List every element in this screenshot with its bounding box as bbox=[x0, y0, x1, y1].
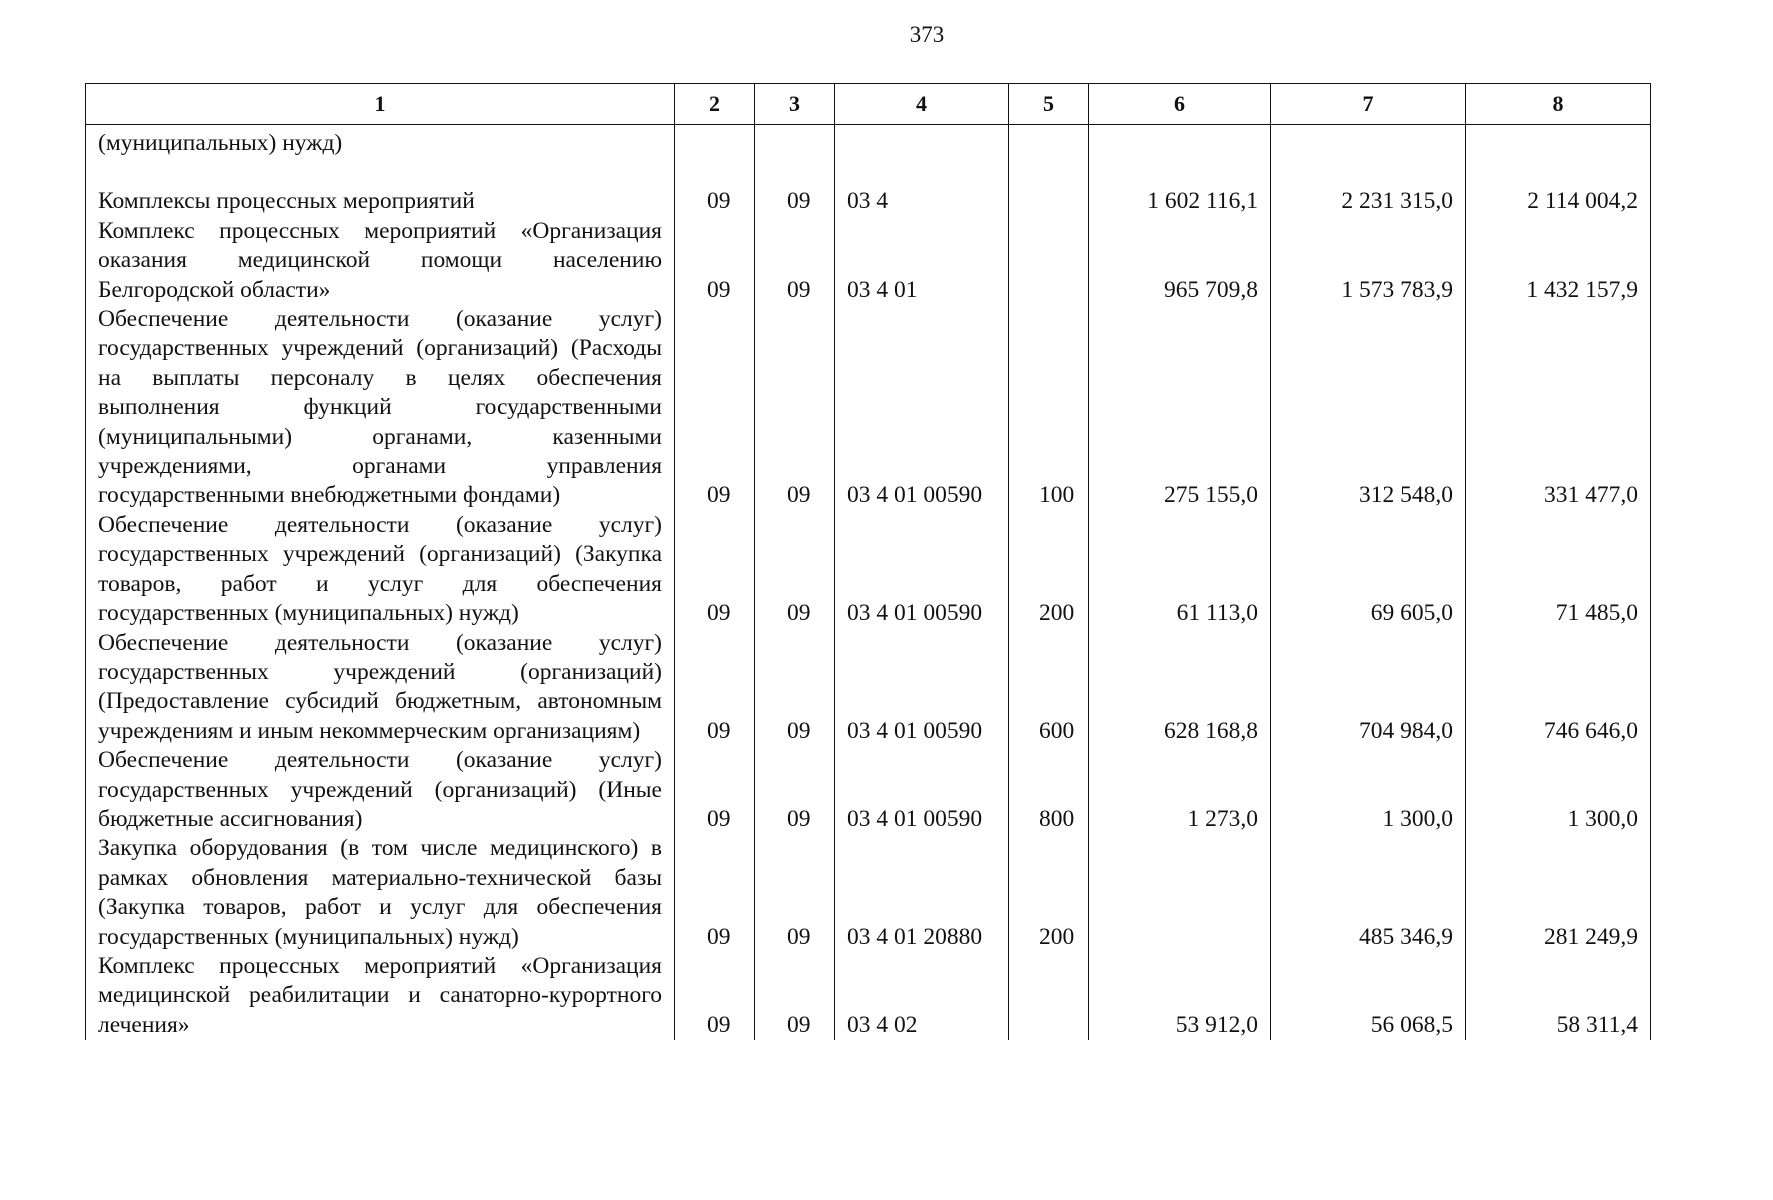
cell-amount-col8: 1 432 157,9 bbox=[1466, 217, 1651, 305]
cell-target-code: 03 4 01 00590 bbox=[835, 511, 1009, 629]
cell-name: Обеспечение деятельности (оказание услуг) государственных учреждений (организаций) (Предоставление субсидий бюджетным, автономным учреждениям и иным некоммерческим организациям) bbox=[86, 629, 675, 747]
cell-target-code: 03 4 01 bbox=[835, 217, 1009, 305]
cell-amount-col6: 965 709,8 bbox=[1089, 217, 1271, 305]
cell-subsection bbox=[755, 125, 835, 159]
cell-name: Обеспечение деятельности (оказание услуг) государственных учреждений (организаций) (Иные бюджетные ассигнования) bbox=[86, 746, 675, 834]
cell-amount-col7: 704 984,0 bbox=[1271, 629, 1466, 747]
header-row bbox=[86, 84, 1651, 125]
cell-expense-type bbox=[1009, 217, 1089, 305]
cell-amount-col7: 1 573 783,9 bbox=[1271, 217, 1466, 305]
cell-subsection: 09 bbox=[755, 217, 835, 305]
cell-target-code: 03 4 bbox=[835, 187, 1009, 216]
cell-section: 09 bbox=[675, 952, 755, 1040]
cell-subsection: 09 bbox=[755, 746, 835, 834]
cell-section: 09 bbox=[675, 187, 755, 216]
cell-section: 09 bbox=[675, 746, 755, 834]
cell-section: 09 bbox=[675, 834, 755, 952]
cell-section: 09 bbox=[675, 305, 755, 511]
cell-name: Комплексы процессных мероприятий bbox=[86, 187, 675, 216]
cell-target-code: 03 4 01 00590 bbox=[835, 629, 1009, 747]
cell-amount-col8: 746 646,0 bbox=[1466, 629, 1651, 747]
cell-amount-col6: 1 602 116,1 bbox=[1089, 187, 1271, 216]
table-row bbox=[86, 952, 1651, 1040]
cell-section bbox=[675, 125, 755, 159]
cell-amount-col8: 71 485,0 bbox=[1466, 511, 1651, 629]
cell-expense-type: 800 bbox=[1009, 746, 1089, 834]
cell-subsection: 09 bbox=[755, 187, 835, 216]
cell-amount-col8: 1 300,0 bbox=[1466, 746, 1651, 834]
page-number: 373 bbox=[909, 22, 945, 47]
column-header: 1 bbox=[86, 84, 675, 125]
cell-amount-col7: 312 548,0 bbox=[1271, 305, 1466, 511]
cell-amount-col8: 2 114 004,2 bbox=[1466, 187, 1651, 216]
cell-target-code: 03 4 01 20880 bbox=[835, 834, 1009, 952]
cell-target-code bbox=[835, 125, 1009, 159]
cell-amount-col6: 1 273,0 bbox=[1089, 746, 1271, 834]
cell-name: Обеспечение деятельности (оказание услуг) государственных учреждений (организаций) (Закупка товаров, работ и услуг для обеспечения государственных (муниципальных) нужд) bbox=[86, 511, 675, 629]
spacer-row bbox=[86, 158, 1651, 187]
cell-amount-col6: 275 155,0 bbox=[1089, 305, 1271, 511]
cell-name: Обеспечение деятельности (оказание услуг) государственных учреждений (организаций) (Расходы на выплаты персоналу в целях обеспечения выполнения функций государственными (муниципальными) органами, казенными учреждениями, органами управления государственными внебюджетными фондами) bbox=[86, 305, 675, 511]
cell-amount-col7: 56 068,5 bbox=[1271, 952, 1466, 1040]
table-row bbox=[86, 187, 1651, 216]
cell-expense-type bbox=[1009, 952, 1089, 1040]
cell-amount-col8: 281 249,9 bbox=[1466, 834, 1651, 952]
cell-expense-type bbox=[1009, 125, 1089, 159]
cell-expense-type: 100 bbox=[1009, 305, 1089, 511]
column-header: 3 bbox=[755, 84, 835, 125]
cell-amount-col8: 58 311,4 bbox=[1466, 952, 1651, 1040]
cell-amount-col6: 53 912,0 bbox=[1089, 952, 1271, 1040]
table-body bbox=[86, 125, 1651, 1041]
table-row bbox=[86, 217, 1651, 305]
column-header: 2 bbox=[675, 84, 755, 125]
cell-expense-type bbox=[1009, 187, 1089, 216]
cell-amount-col7: 69 605,0 bbox=[1271, 511, 1466, 629]
cell-section: 09 bbox=[675, 511, 755, 629]
cell-subsection: 09 bbox=[755, 629, 835, 747]
cell-name: Закупка оборудования (в том числе медицинского) в рамках обновления материально-технической базы (Закупка товаров, работ и услуг для обеспечения государственных (муниципальных) нужд) bbox=[86, 834, 675, 952]
cell-amount-col6 bbox=[1089, 834, 1271, 952]
column-header: 7 bbox=[1271, 84, 1466, 125]
cell-target-code: 03 4 01 00590 bbox=[835, 746, 1009, 834]
cell-amount-col7: 2 231 315,0 bbox=[1271, 187, 1466, 216]
budget-table-container bbox=[85, 83, 1651, 1040]
table-row bbox=[86, 834, 1651, 952]
column-header: 8 bbox=[1466, 84, 1651, 125]
column-header: 6 bbox=[1089, 84, 1271, 125]
cell-amount-col7 bbox=[1271, 125, 1466, 159]
table-row bbox=[86, 746, 1651, 834]
budget-table bbox=[85, 83, 1651, 1040]
cell-amount-col7: 1 300,0 bbox=[1271, 746, 1466, 834]
cell-amount-col8: 331 477,0 bbox=[1466, 305, 1651, 511]
cell-target-code: 03 4 01 00590 bbox=[835, 305, 1009, 511]
cell-section: 09 bbox=[675, 629, 755, 747]
cell-subsection: 09 bbox=[755, 952, 835, 1040]
table-row bbox=[86, 511, 1651, 629]
cell-amount-col8 bbox=[1466, 125, 1651, 159]
table-row bbox=[86, 305, 1651, 511]
cell-amount-col6: 61 113,0 bbox=[1089, 511, 1271, 629]
table-row bbox=[86, 125, 1651, 159]
cell-name: Комплекс процессных мероприятий «Организация медицинской реабилитации и санаторно-курортного лечения» bbox=[86, 952, 675, 1040]
cell-target-code: 03 4 02 bbox=[835, 952, 1009, 1040]
table-row bbox=[86, 629, 1651, 747]
cell-subsection: 09 bbox=[755, 305, 835, 511]
cell-amount-col6 bbox=[1089, 125, 1271, 159]
cell-expense-type: 600 bbox=[1009, 629, 1089, 747]
cell-name: Комплекс процессных мероприятий «Организация оказания медицинской помощи населению Белгородской области» bbox=[86, 217, 675, 305]
column-header: 5 bbox=[1009, 84, 1089, 125]
cell-amount-col7: 485 346,9 bbox=[1271, 834, 1466, 952]
cell-section: 09 bbox=[675, 217, 755, 305]
cell-amount-col6: 628 168,8 bbox=[1089, 629, 1271, 747]
cell-expense-type: 200 bbox=[1009, 834, 1089, 952]
cell-name: (муниципальных) нужд) bbox=[86, 125, 675, 159]
cell-expense-type: 200 bbox=[1009, 511, 1089, 629]
cell-subsection: 09 bbox=[755, 511, 835, 629]
cell-subsection: 09 bbox=[755, 834, 835, 952]
column-header: 4 bbox=[835, 84, 1009, 125]
